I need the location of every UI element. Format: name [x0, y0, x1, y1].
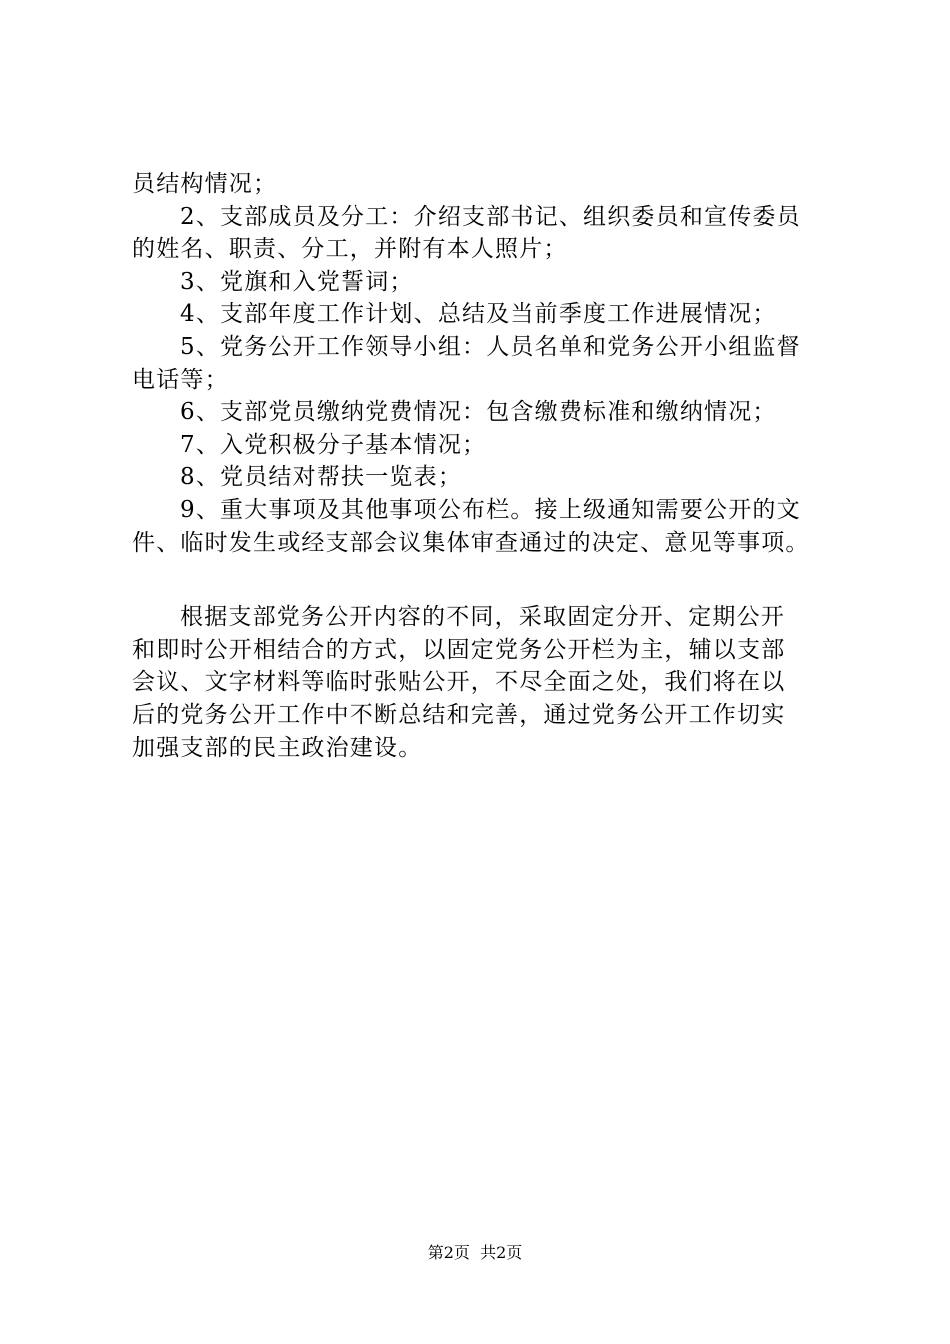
- closing-paragraph: [132, 601, 832, 764]
- list-line: 8、党员结对帮扶一览表；: [180, 464, 463, 491]
- paragraph-line: 加强支部的民主政治建设。: [132, 734, 423, 761]
- paragraph-line: 根据支部党务公开内容的不同，采取固定分开、定期公开: [180, 604, 785, 631]
- list-line: 2、支部成员及分工：介绍支部书记、组织委员和宣传委员: [180, 203, 801, 230]
- list-line: 员结构情况；: [132, 171, 278, 197]
- list-line: 电话等；: [132, 366, 229, 393]
- list-line: 的姓名、职责、分工，并附有本人照片；: [132, 236, 568, 263]
- list-line: 件、临时发生或经支部会议集体审查通过的决定、意见等事项。: [132, 529, 810, 556]
- page-number-footer: 第2页 共2页: [427, 1243, 523, 1262]
- paragraph-gap: [132, 559, 832, 601]
- list-line: 3、党旗和入党誓词；: [180, 268, 414, 295]
- paragraph-line: 后的党务公开工作中不断总结和完善，通过党务公开工作切实: [132, 701, 786, 728]
- paragraph-line: 会议、文字材料等临时张贴公开，不尽全面之处，我们将在以: [132, 669, 786, 696]
- list-line: 5、党务公开工作领导小组：人员名单和党务公开小组监督: [180, 333, 801, 360]
- list-line: 7、入党积极分子基本情况；: [180, 431, 487, 458]
- list-line: 6、支部党员缴纳党费情况：包含缴费标准和缴纳情况；: [180, 399, 777, 426]
- list-line: 9、重大事项及其他事项公布栏。接上级通知需要公开的文: [180, 496, 801, 523]
- list-line: 4、支部年度工作计划、总结及当前季度工作进展情况；: [180, 301, 777, 328]
- document-body: [132, 168, 832, 764]
- paragraph-line: 和即时公开相结合的方式，以固定党务公开栏为主，辅以支部: [132, 636, 786, 663]
- list-section: [132, 168, 832, 559]
